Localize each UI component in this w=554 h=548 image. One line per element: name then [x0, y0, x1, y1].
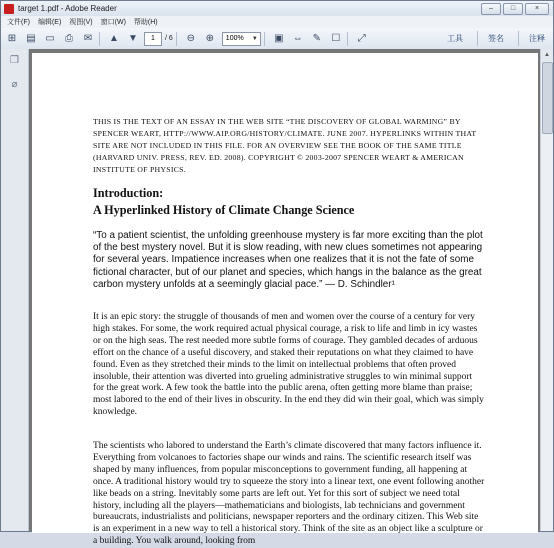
create-pdf-icon[interactable]: ⊞: [7, 33, 17, 44]
document-viewport: [29, 49, 541, 547]
next-page-icon[interactable]: ▼: [128, 33, 138, 44]
comment-button[interactable]: 注释: [518, 31, 549, 46]
toolbar-divider: [176, 32, 177, 46]
menu-file[interactable]: 文件(F): [7, 19, 30, 26]
page-number-input[interactable]: 1: [144, 32, 162, 46]
task-buttons: [443, 31, 549, 46]
menu-window[interactable]: 窗口(W): [100, 19, 126, 26]
window-title: target 1.pdf - Adobe Reader: [18, 4, 117, 13]
zoom-value: 100%: [225, 34, 244, 42]
page-subheading: A Hyperlinked History of Climate Change Science: [93, 203, 355, 217]
fit-width-icon[interactable]: ⇔: [292, 33, 303, 44]
maximize-button[interactable]: □: [503, 3, 523, 15]
toolbar-divider: [99, 32, 100, 46]
read-mode-icon[interactable]: ⤢: [357, 33, 366, 44]
pdf-app-icon: [4, 4, 14, 14]
page-heading: Introduction:: [93, 186, 164, 200]
sticky-note-icon[interactable]: ☐: [331, 33, 341, 44]
zoom-out-icon[interactable]: ⊖: [186, 33, 195, 44]
save-icon[interactable]: ▭: [45, 33, 55, 44]
title-bar: [1, 1, 553, 16]
page-total: / 6: [165, 35, 173, 42]
main-toolbar: [1, 28, 553, 50]
body-paragraph: It is an epic story: the struggle of thousands of men and women over the course of a century for very high stakes. For some, the work required actual physical courage, a risk to life and limb in icy wastes or on the high seas. The rest needed more subtle forms of courage. They gambled decades of arduous effort on the chance of a useful discovery, and staked their reputations on what they claimed to have found. Even as they stretched their minds to the limit on intellectual problems that often proved insoluble, their attention was diverted into grueling administrative struggles to win minimal support for the great work. A few took the battle into the public arena, often getting more blame than praise; most labored to the end of their lives in obscurity. In the end they did win their goal, which was simply knowledge.: [93, 312, 484, 418]
body-paragraph: The scientists who labored to understand the Earth’s climate discovered that many factors influence it. Everything from volcanoes to factories shape our winds and rains. The scientific research itself was shaped by many influences, from popular misconceptions to government funding, all happening at once. A traditional history would try to squeeze the story into a linear text, one event following another like beads on a string. Inevitably some parts are left out. Yet for this sort of subject we need total history, including all the players—mathematicians and biologists, lab technicians and government bureaucrats, industrialists and politicians, newspaper reporters and the ordinary citizen. This Web site is an experiment in a new way to tell a historical story. Think of the site as an object like a sculpture or a building. You walk around, looking from: [93, 441, 485, 547]
comment-icon[interactable]: ✎: [312, 33, 321, 44]
fit-page-icon[interactable]: ▣: [274, 33, 284, 44]
open-icon[interactable]: ▤: [26, 33, 36, 44]
sign-button[interactable]: 签名: [477, 31, 508, 46]
vertical-scrollbar[interactable]: [540, 49, 553, 531]
previous-page-icon[interactable]: ▲: [109, 33, 119, 44]
zoom-in-icon[interactable]: ⊕: [205, 33, 214, 44]
pdf-page: [32, 53, 538, 547]
navigation-pane: [1, 49, 29, 531]
minimize-button[interactable]: –: [481, 3, 501, 15]
menu-view[interactable]: 视图(V): [69, 19, 93, 26]
tools-button[interactable]: 工具: [447, 34, 463, 43]
menu-help[interactable]: 帮助(H): [133, 19, 158, 26]
header-note: THIS IS THE TEXT OF AN ESSAY IN THE WEB SITE “THE DISCOVERY OF GLOBAL WARMING” BY SPENCER WEART, HTTP://WWW.AIP.ORG/HISTORY/CLIMATE. JUNE 2007. HYPERLINKS WITHIN THAT SITE ARE NOT INCLUDED IN THIS FILE. FOR AN OVERVIEW SEE THE BOOK OF THE SAME TITLE (HARVARD UNIV. PRESS, REV. ED. 2008). COPYRIGHT © 2003-2007 SPENCER WEART & AMERICAN INSTITUTE OF PHYSICS.: [93, 117, 477, 174]
scroll-up-icon[interactable]: ▲: [541, 49, 553, 61]
chevron-down-icon: ▼: [251, 35, 258, 42]
zoom-select[interactable]: [222, 32, 261, 46]
attachments-icon[interactable]: ⌀: [11, 79, 18, 90]
menu-bar: [1, 16, 553, 28]
print-icon[interactable]: ⎙: [65, 33, 73, 44]
toolbar-divider: [264, 32, 265, 46]
scrollbar-thumb[interactable]: [542, 62, 553, 134]
toolbar-divider: [347, 32, 348, 46]
email-icon[interactable]: ✉: [83, 33, 93, 44]
window-controls: [481, 3, 549, 15]
close-button[interactable]: ×: [525, 3, 549, 15]
page-thumbnails-icon[interactable]: ❐: [10, 55, 19, 66]
quote-paragraph: “To a patient scientist, the unfolding greenhouse mystery is far more exciting than the plot of the best mystery novel. But it is slow reading, with new clues sometimes not appearing for several years. Impatience increases when one realizes that it is not the fate of some fictional character, but of our planet and species, which hangs in the balance as the great carbon mystery unfolds at a seemingly glacial pace.” — D. Schindler¹: [93, 230, 483, 290]
menu-edit[interactable]: 编辑(E): [37, 19, 62, 26]
